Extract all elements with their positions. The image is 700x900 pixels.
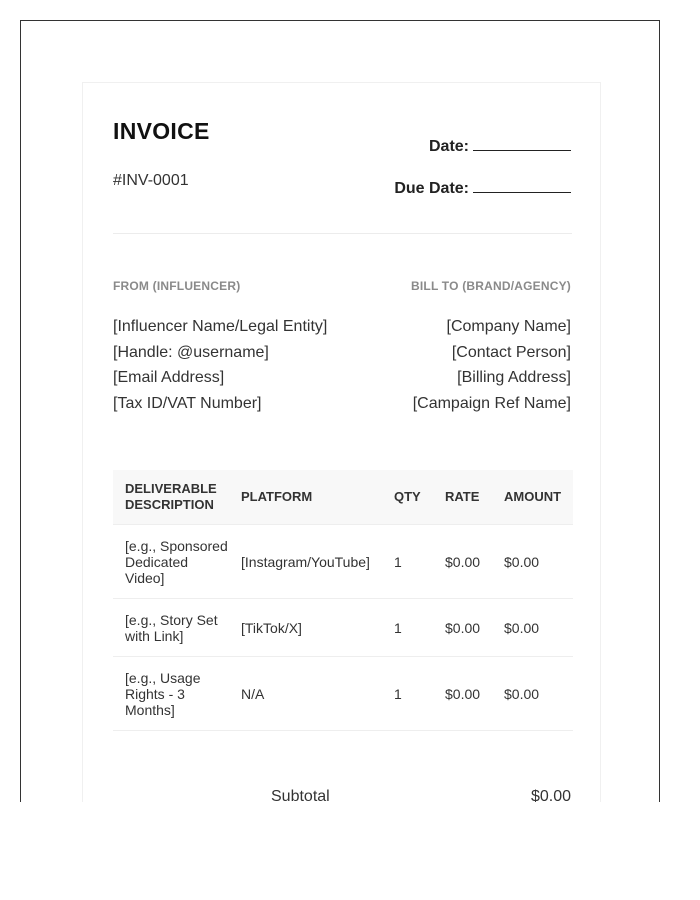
bill-to-line: [Billing Address] <box>457 369 571 387</box>
cell-qty: 1 <box>382 525 433 599</box>
subtotal-label: Subtotal <box>271 788 330 802</box>
col-rate: RATE <box>433 470 492 525</box>
table-row <box>113 657 573 731</box>
col-qty: QTY <box>382 470 433 525</box>
date-label: Date: <box>428 138 469 155</box>
header-divider <box>113 233 572 234</box>
from-line: [Email Address] <box>113 369 225 387</box>
bill-to-line: [Company Name] <box>446 318 571 335</box>
table-row <box>113 599 573 657</box>
cell-rate: $0.00 <box>433 599 492 657</box>
table-header-row <box>113 470 573 525</box>
from-address <box>113 314 327 417</box>
bill-to-label: BILL TO (BRAND/AGENCY) <box>411 279 571 293</box>
cell-description: [e.g., Sponsored Dedicated Video] <box>113 525 229 599</box>
from-label: FROM (INFLUENCER) <box>113 279 241 293</box>
page-frame <box>20 20 660 802</box>
col-platform: PLATFORM <box>229 470 382 525</box>
col-amount: AMOUNT <box>492 470 573 525</box>
date-blank-line[interactable] <box>473 133 571 151</box>
cell-amount: $0.00 <box>492 657 573 731</box>
cell-platform: N/A <box>229 657 382 731</box>
cell-platform: [TikTok/X] <box>229 599 382 657</box>
bill-to-line: [Campaign Ref Name] <box>412 395 571 413</box>
invoice-number: #INV-0001 <box>113 172 189 189</box>
table-row <box>113 525 573 599</box>
cell-rate: $0.00 <box>433 657 492 731</box>
invoice-title: INVOICE <box>113 118 210 144</box>
due-date-label: Due Date: <box>394 180 469 197</box>
bill-to-line: [Contact Person] <box>451 343 571 361</box>
from-line: [Influencer Name/Legal Entity] <box>113 318 328 335</box>
line-items-table <box>113 470 573 731</box>
bill-to-address <box>413 314 571 417</box>
cell-description: [e.g., Story Set with Link] <box>113 599 229 657</box>
cell-amount: $0.00 <box>492 525 573 599</box>
cell-platform: [Instagram/YouTube] <box>229 525 382 599</box>
date-field <box>429 133 571 156</box>
from-line: [Tax ID/VAT Number] <box>113 395 262 413</box>
due-date-blank-line[interactable] <box>473 175 571 193</box>
from-line: [Handle: @username] <box>113 343 269 361</box>
cell-qty: 1 <box>382 599 433 657</box>
cell-rate: $0.00 <box>433 525 492 599</box>
invoice-sheet <box>82 82 601 802</box>
cell-description: [e.g., Usage Rights - 3 Months] <box>113 657 229 731</box>
subtotal-value: $0.00 <box>530 788 571 802</box>
due-date-field <box>394 175 571 198</box>
col-description: DELIVERABLE DESCRIPTION <box>113 470 229 525</box>
cell-amount: $0.00 <box>492 599 573 657</box>
cell-qty: 1 <box>382 657 433 731</box>
